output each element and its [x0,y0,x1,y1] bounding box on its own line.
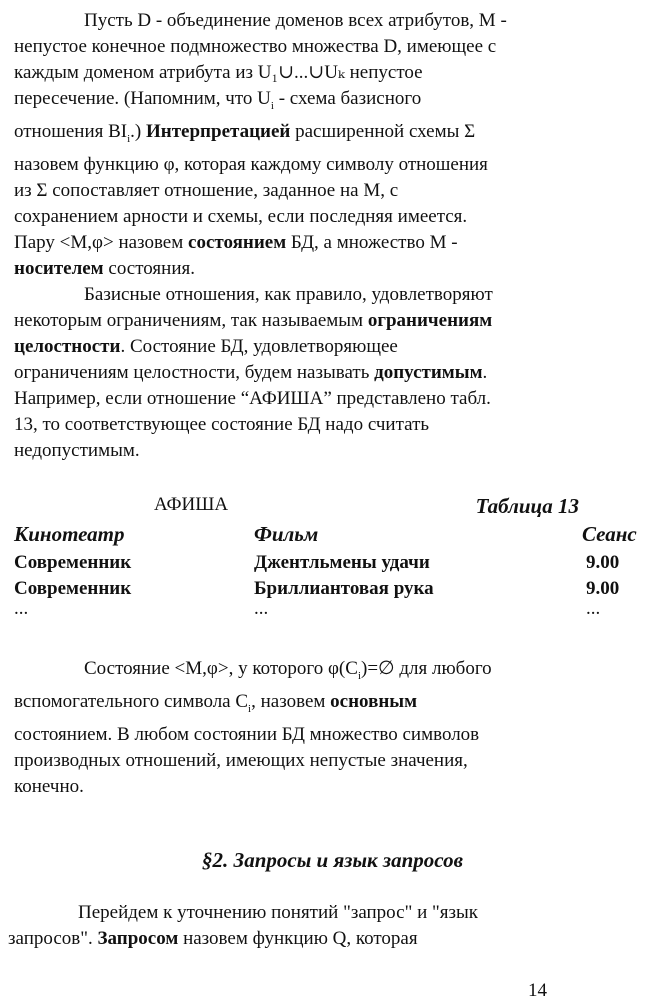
column-header: Фильм [254,522,319,546]
table-cell: Современник [14,578,132,599]
text-line: запросов". Запросом назовем функцию Q, которая [8,928,418,949]
text-line: Состояние <M,φ>, у которого $\varphi(C_i)=\emptyset$ для любого [84,658,492,682]
text-line: Перейдем к уточнению понятий "запрос" и "язык [78,902,479,923]
text-line: 13, то соответствующее состояние БД надо считать [14,414,430,435]
text-line: производных отношений, имеющих непустые значения, [14,749,468,771]
paragraph-1 [14,8,654,282]
text-line: из Σ сопоставляет отношение, заданное на M, с [14,179,399,201]
text-line: сохранением арности и схемы, если последняя имеется. [14,205,468,227]
text-line: некоторым ограничениям, так называемым ограничениям [14,310,493,331]
section-heading: §2. Запросы и язык запросов [202,848,463,872]
paragraph-4 [8,900,654,952]
text-line: каждым доменом атрибута из U₁∪...∪Uₖ непустое [14,62,423,83]
text-line: ограничениям целостности, будем называть допустимым. [14,362,488,383]
text-line: целостности. Состояние БД, удовлетворяющее [14,336,398,357]
text-line: носителем состояния. [14,257,195,279]
text-line: Например, если отношение “АФИША” представлено табл. [14,388,491,409]
table-number: Таблица 13 [475,494,579,518]
text-line: Пусть D - объединение доменов всех атрибутов, M - [84,10,507,31]
text-line: Пару <M,φ> назовем состоянием БД, а множество M - [14,231,458,253]
column-header: Сеанс [582,522,637,546]
text-line: недопустимым. [14,440,140,461]
table-cell: Джентльмены удачи [254,552,430,573]
term-carrier: носителем [14,257,104,279]
term-query: Запросом [97,928,179,949]
text-line: пересечение. (Напомним, что $U_i$ - схема базисного [14,88,422,112]
table-cell: 9.00 [586,578,620,599]
text-line: Базисные отношения, как правило, удовлетворяют [84,284,493,305]
paragraph-3 [14,656,654,800]
table-cell: ... [586,598,601,619]
table-cell: ... [14,598,29,619]
term-admissible: допустимым [374,362,483,383]
table-cell: Современник [14,552,132,573]
paragraph-2 [14,282,654,464]
term-basic: основным [330,690,418,712]
term-state: состоянием [188,231,287,253]
page-number: 14 [528,980,547,1001]
table-caption: АФИША [154,494,229,515]
table-cell: ... [254,598,269,619]
term-interpretation: Интерпретацией [146,120,291,142]
text-line: состоянием. В любом состоянии БД множество символов [14,723,480,745]
table-cell: Бриллиантовая рука [254,578,434,599]
term-integrity: целостности [14,336,121,357]
text-line: назовем функцию φ, которая каждому символу отношения [14,153,488,175]
text-line: отношения $BI_i$.) Интерпретацией расширенной схемы Σ [14,120,476,145]
table-cell: 9.00 [586,552,620,573]
text-line: непустое конечное подмножество множества D, имеющее с [14,36,497,57]
text-line: вспомогательного символа $C_i$, назовем основным [14,690,418,715]
column-header: Кинотеатр [14,522,125,546]
term-constraints: ограничениям [367,310,493,331]
text-line: конечно. [14,775,84,797]
